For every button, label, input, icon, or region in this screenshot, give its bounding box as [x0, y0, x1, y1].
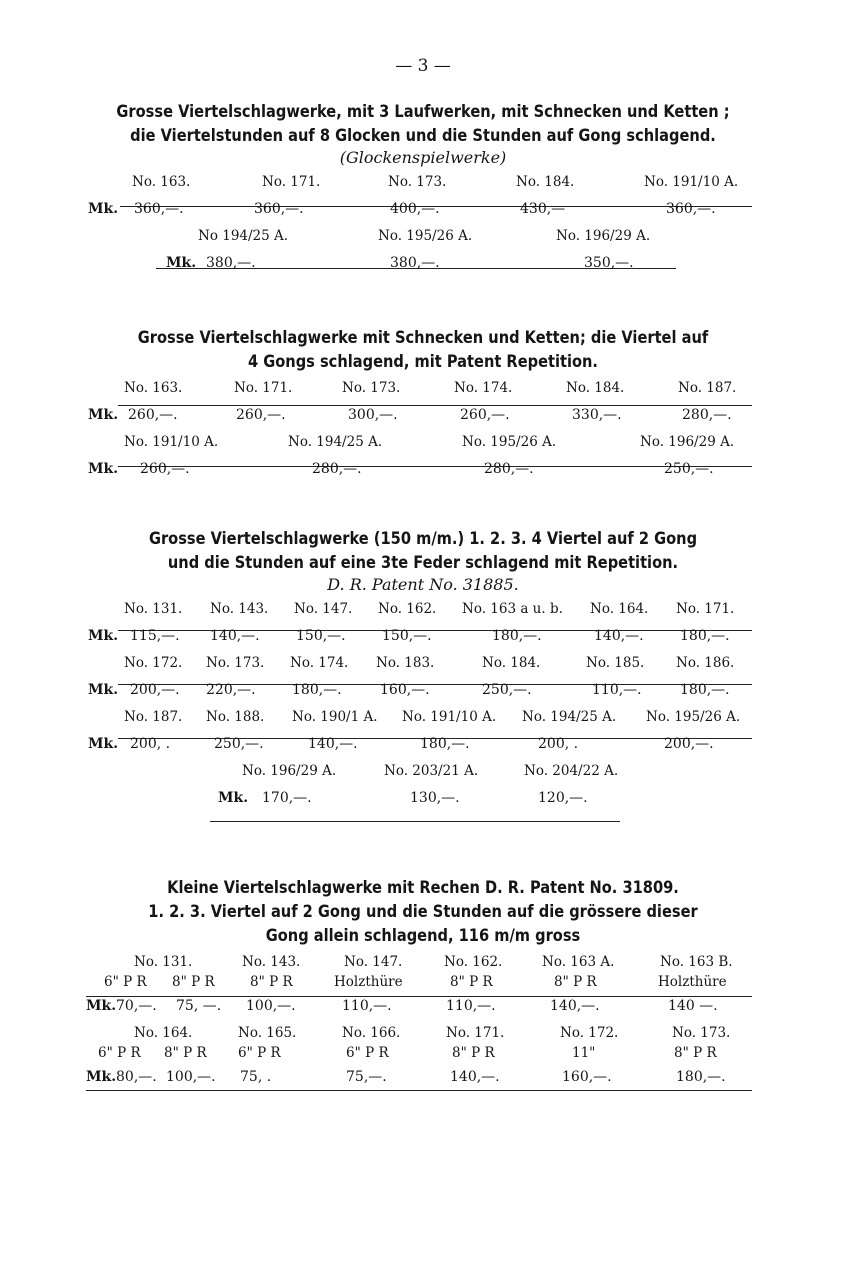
price: 200, .	[130, 736, 171, 752]
model-number: No. 131.	[134, 954, 193, 970]
price: 120,—.	[538, 790, 588, 806]
price-row	[0, 622, 846, 649]
price: 100,—.	[246, 998, 296, 1014]
price: 280,—.	[682, 407, 732, 423]
price-row	[0, 676, 846, 703]
price-row	[0, 992, 846, 1019]
section-heading-line: die Viertelstunden auf 8 Glocken und die Stunden auf Gong schlagend.	[130, 126, 716, 146]
model-number-row	[0, 948, 846, 968]
currency-label: Mk.	[88, 736, 119, 752]
section-subtitle: (Glockenspielwerke)	[339, 148, 507, 167]
currency-label: Mk.	[86, 998, 117, 1014]
price: 75, —.	[176, 998, 222, 1014]
price: 380,—.	[206, 255, 256, 271]
currency-label: Mk.	[88, 628, 119, 644]
model-number: No. 191/10 A.	[402, 709, 497, 725]
price: 75, .	[240, 1069, 272, 1085]
price: 140 —.	[668, 998, 718, 1014]
model-number: No. 163 A.	[542, 954, 615, 970]
model-number: No. 163 B.	[660, 954, 733, 970]
model-number: No. 173.	[206, 655, 265, 671]
model-number: No 194/25 A.	[198, 228, 289, 244]
price: 260,—.	[460, 407, 510, 423]
model-number: No. 188.	[206, 709, 265, 725]
model-number: No. 164.	[590, 601, 649, 617]
section-heading-line: 4 Gongs schlagend, mit Patent Repetition.	[248, 352, 598, 372]
model-number: No. 186.	[676, 655, 735, 671]
price: 260,—.	[236, 407, 286, 423]
price: 140,—.	[594, 628, 644, 644]
price: 250,—.	[214, 736, 264, 752]
price: 180,—.	[680, 682, 730, 698]
spec: 8" P R	[674, 1045, 717, 1061]
model-number: No. 173.	[388, 174, 447, 190]
section-heading-line: Kleine Viertelschlagwerke mit Rechen D. R. Patent No. 31809.	[167, 878, 679, 898]
section-heading-line: und die Stunden auf eine 3te Feder schlagend mit Repetition.	[167, 553, 679, 573]
price: 260,—.	[140, 461, 190, 477]
price-row	[0, 1063, 846, 1090]
price: 350,—.	[584, 255, 634, 271]
model-number-row	[0, 649, 846, 676]
price-row	[0, 455, 846, 482]
spec: 6" P R	[104, 974, 147, 990]
model-number: No. 131.	[124, 601, 183, 617]
model-number: No. 163.	[132, 174, 191, 190]
model-number-row	[0, 222, 846, 249]
model-number: No. 172.	[124, 655, 183, 671]
model-number: No. 184.	[482, 655, 541, 671]
price-row	[0, 730, 846, 757]
model-number: No. 171.	[262, 174, 321, 190]
price: 180,—.	[420, 736, 470, 752]
price: 180,—.	[676, 1069, 726, 1085]
model-number: No. 203/21 A.	[384, 763, 479, 779]
price: 130,—.	[410, 790, 460, 806]
spec: 8" P R	[250, 974, 293, 990]
price: 180,—.	[492, 628, 542, 644]
price: 220,—.	[206, 682, 256, 698]
price: 200,—.	[130, 682, 180, 698]
model-number: No. 143.	[210, 601, 269, 617]
price: 280,—.	[312, 461, 362, 477]
model-number: No. 187.	[124, 709, 183, 725]
section-glockenspielwerke	[0, 100, 846, 276]
section-heading-line: 1. 2. 3. Viertel auf 2 Gong und die Stunden auf die grössere dieser	[148, 902, 698, 922]
price: 170,—.	[262, 790, 312, 806]
model-number: No. 191/10 A.	[644, 174, 739, 190]
price: 70,—.	[116, 998, 157, 1014]
price: 360,—.	[134, 201, 184, 217]
model-number: No. 147.	[344, 954, 403, 970]
price: 400,—.	[390, 201, 440, 217]
price: 75,—.	[346, 1069, 387, 1085]
section-kleine-viertelschlagwerke	[0, 876, 846, 1090]
model-number: No. 162.	[378, 601, 437, 617]
model-number-row	[0, 1019, 846, 1039]
model-number: No. 147.	[294, 601, 353, 617]
price: 200,—.	[664, 736, 714, 752]
price-row	[0, 249, 846, 276]
price: 200, .	[538, 736, 579, 752]
spec: 6" P R	[346, 1045, 389, 1061]
model-number: No. 190/1 A.	[292, 709, 378, 725]
model-number: No. 196/29 A.	[556, 228, 651, 244]
model-number: No. 194/25 A.	[522, 709, 617, 725]
model-number-row	[0, 703, 846, 730]
spec: 8" P R	[164, 1045, 207, 1061]
price: 160,—.	[380, 682, 430, 698]
price: 260,—.	[128, 407, 178, 423]
currency-label: Mk.	[88, 461, 119, 477]
model-number: No. 165.	[238, 1025, 297, 1041]
model-number: No. 171.	[234, 380, 293, 396]
model-number: No. 172.	[560, 1025, 619, 1041]
currency-label: Mk.	[88, 682, 119, 698]
price-row	[0, 195, 846, 222]
model-number: No. 195/26 A.	[378, 228, 473, 244]
model-number: No. 143.	[242, 954, 301, 970]
spec-row	[0, 968, 846, 992]
model-number: No. 195/26 A.	[462, 434, 557, 450]
price: 80,—.	[116, 1069, 157, 1085]
model-number: No. 184.	[566, 380, 625, 396]
currency-label: Mk.	[88, 201, 119, 217]
model-number: No. 163 a u. b.	[462, 601, 563, 617]
price: 110,—.	[446, 998, 496, 1014]
price: 380,—.	[390, 255, 440, 271]
model-number: No. 163.	[124, 380, 183, 396]
spec: 8" P R	[172, 974, 215, 990]
price: 250,—.	[482, 682, 532, 698]
price: 100,—.	[166, 1069, 216, 1085]
price: 360,—.	[666, 201, 716, 217]
spec-row	[0, 1039, 846, 1063]
model-number: No. 166.	[342, 1025, 401, 1041]
price: 140,—.	[210, 628, 260, 644]
spec: 8" P R	[452, 1045, 495, 1061]
price: 150,—.	[382, 628, 432, 644]
price: 300,—.	[348, 407, 398, 423]
model-number: No. 191/10 A.	[124, 434, 219, 450]
model-number: No. 174.	[454, 380, 513, 396]
spec: 8" P R	[554, 974, 597, 990]
section-heading-line: Grosse Viertelschlagwerke mit Schnecken und Ketten; die Viertel auf	[137, 328, 709, 348]
price: 110,—.	[342, 998, 392, 1014]
model-number: No. 187.	[678, 380, 737, 396]
price-row	[0, 401, 846, 428]
model-number: No. 173.	[342, 380, 401, 396]
model-number: No. 195/26 A.	[646, 709, 741, 725]
price-row	[0, 784, 846, 811]
spec: 8" P R	[450, 974, 493, 990]
spec: 6" P R	[238, 1045, 281, 1061]
model-number-row	[0, 168, 846, 195]
section-heading-line: Grosse Viertelschlagwerke, mit 3 Laufwerken, mit Schnecken und Ketten ;	[116, 102, 730, 122]
price: 110,—.	[592, 682, 642, 698]
model-number: No. 171.	[676, 601, 735, 617]
model-number: No. 164.	[134, 1025, 193, 1041]
price: 115,—.	[130, 628, 180, 644]
spec: Holzthüre	[334, 974, 403, 990]
price: 250,—.	[664, 461, 714, 477]
section-drp-31885	[0, 527, 846, 811]
model-number-row	[0, 374, 846, 401]
spec: Holzthüre	[658, 974, 727, 990]
section-patent-repetition	[0, 326, 846, 482]
spec: 11"	[572, 1045, 596, 1061]
model-number: No. 171.	[446, 1025, 505, 1041]
price: 140,—.	[550, 998, 600, 1014]
price: 180,—.	[680, 628, 730, 644]
price: 180,—.	[292, 682, 342, 698]
model-number: No. 184.	[516, 174, 575, 190]
model-number: No. 174.	[290, 655, 349, 671]
currency-label: Mk.	[218, 790, 249, 806]
price: 360,—.	[254, 201, 304, 217]
price: 160,—.	[562, 1069, 612, 1085]
section-heading-line: Gong allein schlagend, 116 m/m gross	[265, 926, 581, 946]
model-number-row	[0, 428, 846, 455]
currency-label: Mk.	[86, 1069, 117, 1085]
price: 140,—.	[450, 1069, 500, 1085]
price: 280,—.	[484, 461, 534, 477]
model-number: No. 173.	[672, 1025, 731, 1041]
price: 150,—.	[296, 628, 346, 644]
page-number: — 3 —	[395, 56, 451, 76]
spec: 6" P R	[98, 1045, 141, 1061]
model-number: No. 185.	[586, 655, 645, 671]
model-number: No. 183.	[376, 655, 435, 671]
price: 430,—	[520, 201, 566, 217]
price: 330,—.	[572, 407, 622, 423]
model-number: No. 162.	[444, 954, 503, 970]
model-number-row	[0, 595, 846, 622]
model-number-row	[0, 757, 846, 784]
model-number: No. 204/22 A.	[524, 763, 619, 779]
currency-label: Mk.	[166, 255, 197, 271]
section-heading-line: Grosse Viertelschlagwerke (150 m/m.) 1. 2. 3. 4 Viertel auf 2 Gong	[148, 529, 698, 549]
price: 140,—.	[308, 736, 358, 752]
section-subtitle: D. R. Patent No. 31885.	[327, 575, 519, 594]
currency-label: Mk.	[88, 407, 119, 423]
model-number: No. 196/29 A.	[640, 434, 735, 450]
model-number: No. 194/25 A.	[288, 434, 383, 450]
model-number: No. 196/29 A.	[242, 763, 337, 779]
